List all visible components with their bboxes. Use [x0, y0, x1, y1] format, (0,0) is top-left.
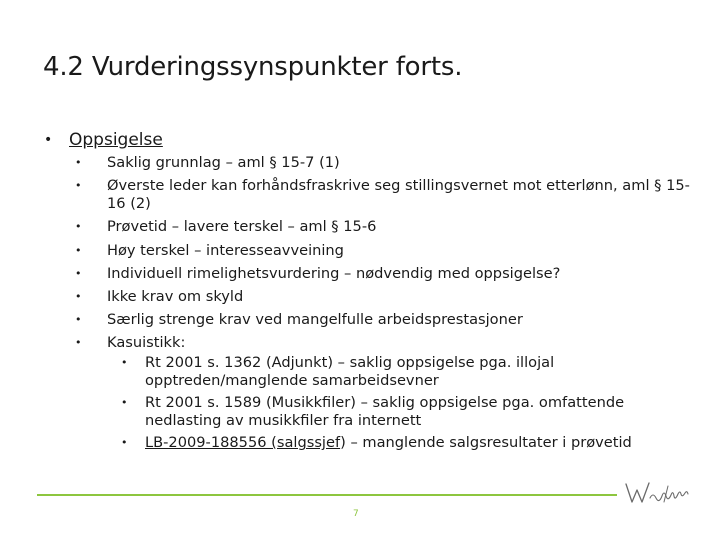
main-bullet-list	[44, 128, 704, 458]
list-item-text: Saklig grunnlag – aml § 15-7 (1)	[107, 154, 340, 171]
list-item-text: Kasuistikk:	[107, 334, 186, 352]
footer-divider	[37, 494, 617, 496]
list-item-kasuistikk	[75, 334, 704, 452]
bullet-icon: •	[75, 179, 82, 193]
case-item	[119, 354, 704, 390]
case-link[interactable]: LB-2009-188556 (salgssjef	[145, 434, 341, 452]
case-text: Rt 2001 s. 1589 (Musikkfiler) – saklig oppsigelse pga. omfattende nedlasting av musikkfiler fra internett	[145, 394, 625, 430]
list-item-text: Øverste leder kan forhåndsfraskrive seg stillingsvernet mot etterlønn, aml § 15-16 (2)	[107, 177, 690, 213]
list-item-text: Ikke krav om skyld	[107, 287, 244, 305]
bullet-icon: •	[75, 156, 82, 169]
bullet-icon: •	[121, 436, 128, 450]
list-item	[75, 288, 704, 306]
bullet-icon: •	[44, 132, 53, 148]
list-item	[75, 242, 704, 260]
case-text: Rt 2001 s. 1362 (Adjunkt) – saklig oppsigelse pga. illojal opptreden/manglende samarbeidsevner	[145, 354, 555, 390]
list-item-text: Høy terskel – interesseavveining	[107, 241, 344, 259]
section-label: Oppsigelse	[69, 130, 163, 150]
case-text: ) – manglende salgsresultater i prøvetid	[340, 434, 632, 452]
list-item-text: Særlig strenge krav ved mangelfulle arbeidsprestasjoner	[107, 311, 523, 329]
list-item-text: Individuell rimelighetsvurdering – nødvendig med oppsigelse?	[107, 264, 561, 282]
bullet-icon: •	[75, 289, 82, 303]
sub-bullet-list	[69, 154, 704, 452]
page-number: 7	[353, 509, 359, 519]
wiersholm-signature-logo	[622, 478, 692, 508]
list-item	[75, 311, 704, 329]
case-item	[119, 434, 704, 452]
bullet-icon: •	[75, 243, 82, 257]
bullet-icon: •	[75, 220, 82, 234]
bullet-icon: •	[121, 396, 128, 410]
bullet-icon: •	[121, 356, 128, 370]
bullet-icon: •	[75, 266, 82, 280]
slide-title: 4.2 Vurderingssynspunkter forts.	[43, 52, 463, 82]
list-item	[75, 154, 704, 172]
bullet-icon: •	[75, 313, 82, 327]
list-item-text: Prøvetid – lavere terskel – aml § 15-6	[107, 218, 377, 236]
section-oppsigelse	[44, 128, 704, 452]
case-item	[119, 394, 704, 430]
list-item	[75, 218, 704, 236]
bullet-icon: •	[75, 336, 82, 350]
list-item	[75, 265, 704, 283]
case-list	[107, 354, 704, 452]
list-item	[75, 177, 704, 213]
